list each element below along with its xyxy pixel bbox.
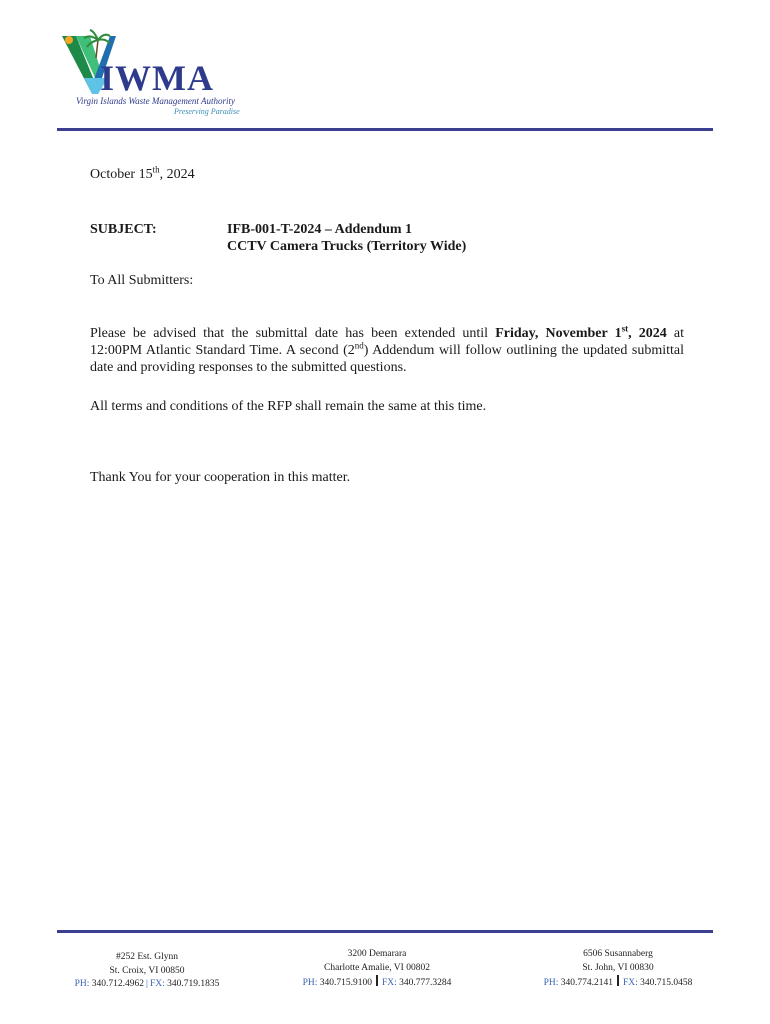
- salutation: To All Submitters:: [90, 273, 194, 288]
- footer-divider: [57, 930, 713, 933]
- subject-line-2: CCTV Camera Trucks (Territory Wide): [227, 239, 467, 254]
- footer-office-st-thomas: 3200 Demarara Charlotte Amalie, VI 00802 PH: 340.715.9100 FX: 340.777.3284: [302, 949, 452, 988]
- body-paragraph-2: All terms and conditions of the RFP shall remain the same at this time.: [90, 399, 487, 414]
- logo-wordmark: IWMA: [100, 58, 214, 98]
- body-paragraph-1: Please be advised that the submittal date has been extended until Friday, November 1st, 2024 at 12:00PM Atlantic Standard Time. A second (2nd) Addendum will follow outlining the updated submittal date and providing responses to the submitted questions.: [90, 323, 685, 375]
- footer-office-st-croix: #252 Est. Glynn St. Croix, VI 00850 PH: 340.712.4962 | FX: 340.719.1835: [74, 952, 220, 989]
- viwma-logo: [60, 28, 250, 118]
- logo-motto: Preserving Paradise: [174, 107, 240, 116]
- header-divider: [57, 128, 713, 131]
- closing-paragraph: Thank You for your cooperation in this matter.: [90, 470, 351, 485]
- subject-value: [227, 221, 466, 255]
- footer-office-st-john: 6506 Susannaberg St. John, VI 00830 PH: 340.774.2141 FX: 340.715.0458: [543, 949, 693, 988]
- subject-line-1: IFB-001-T-2024 – Addendum 1: [227, 222, 413, 237]
- letter-date: October 15th, 2024: [90, 164, 195, 182]
- subject-label: SUBJECT:: [90, 222, 157, 237]
- logo-tagline: Virgin Islands Waste Management Authority: [76, 96, 235, 106]
